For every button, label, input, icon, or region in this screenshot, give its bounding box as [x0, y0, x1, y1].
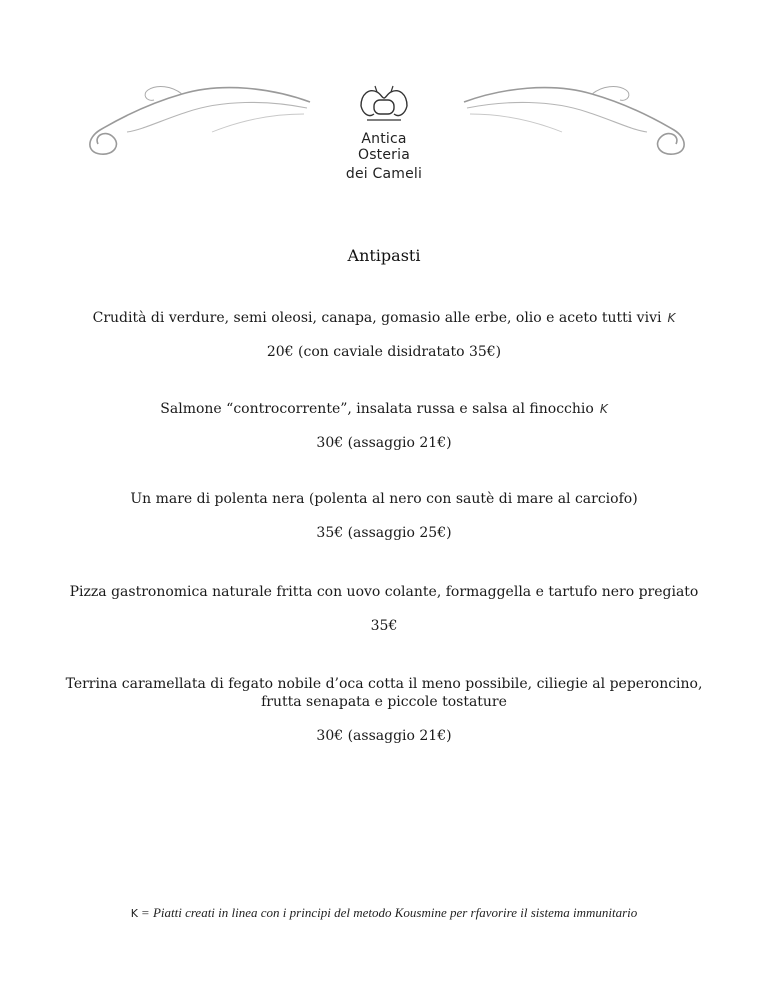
menu-item	[60, 675, 708, 745]
kousmine-mark: K	[599, 402, 608, 416]
right-flourish-ornament	[462, 80, 702, 160]
menu-item	[60, 309, 708, 361]
logo-name-line2: dei Cameli	[345, 166, 423, 182]
footnote-kousmine-symbol: K	[130, 907, 138, 920]
dish-price: 35€ (assaggio 25€)	[316, 525, 452, 541]
dish-description: Crudità di verdure, semi oleosi, canapa, gomasio alle erbe, olio e aceto tutti vivi K	[92, 310, 676, 326]
menu-item	[60, 400, 708, 452]
dish-price: 35€	[370, 618, 398, 634]
menu-item	[60, 490, 708, 542]
left-flourish-ornament	[72, 80, 312, 160]
menu-item	[60, 583, 708, 635]
dish-description: Pizza gastronomica naturale fritta con uovo colante, formaggella e tartufo nero pregiato	[69, 584, 699, 600]
dish-description: Un mare di polenta nera (polenta al nero con sautè di mare al carciofo)	[130, 491, 638, 507]
kousmine-mark: K	[667, 311, 676, 325]
dish-description-line2: frutta senapata e piccole tostature	[261, 694, 507, 710]
dish-description: Salmone “controcorrente”, insalata russa e salsa al finocchio K	[160, 401, 608, 417]
restaurant-logo	[334, 84, 434, 182]
logo-name-line1: Antica Osteria	[357, 131, 411, 163]
kousmine-footnote	[0, 905, 768, 921]
dish-price: 30€ (assaggio 21€)	[316, 435, 452, 451]
menu-header	[0, 70, 768, 180]
dish-price: 20€ (con caviale disidratato 35€)	[266, 344, 502, 360]
dish-description-line1: Terrina caramellata di fegato nobile d’oca cotta il meno possibile, ciliegie al peperoncino,	[65, 676, 703, 692]
camel-emblem-icon	[355, 84, 413, 128]
section-title: Antipasti	[347, 246, 421, 265]
dish-price: 30€ (assaggio 21€)	[316, 728, 452, 744]
footnote-text: = Piatti creati in linea con i principi del metodo Kousmine per rfavorire il sistema immunitario	[140, 905, 638, 920]
